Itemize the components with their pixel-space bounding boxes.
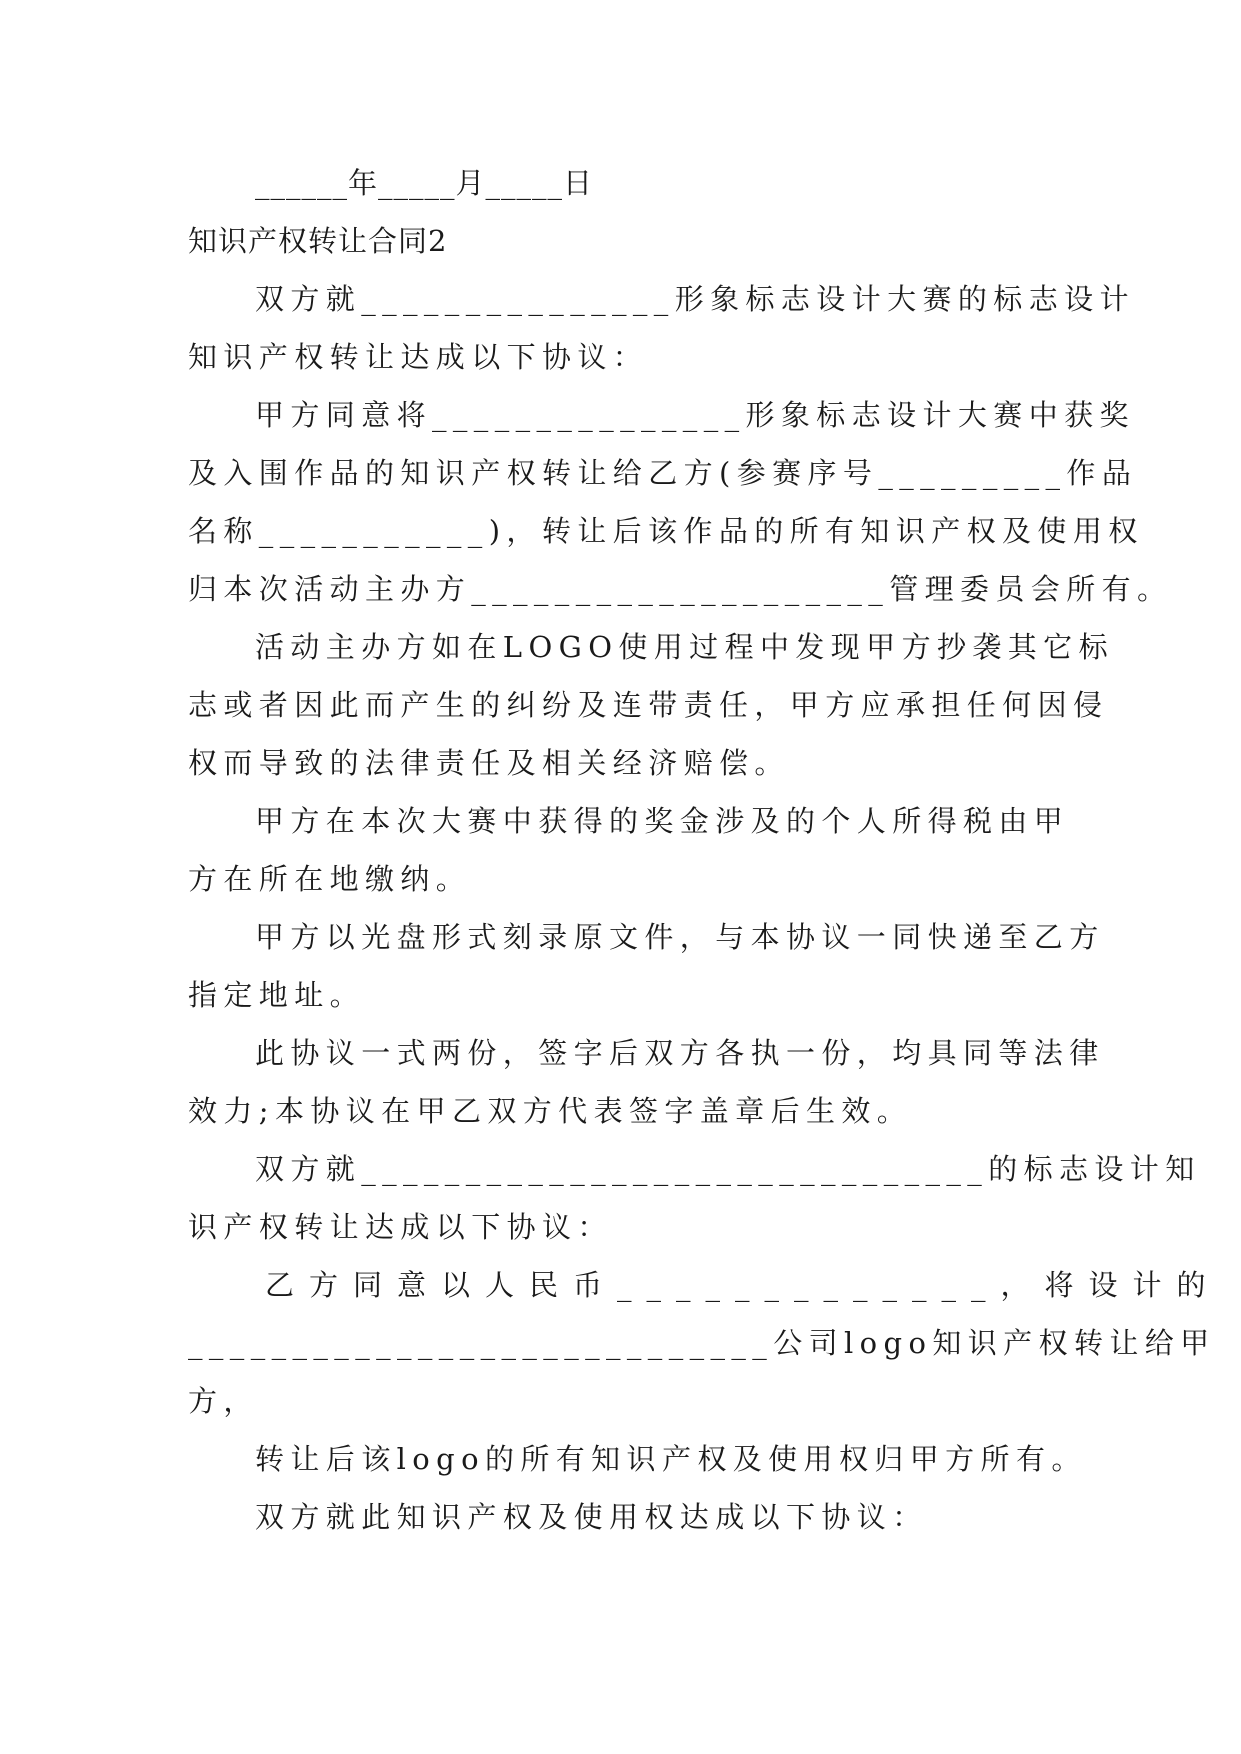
paragraph-line: 识产权转让达成以下协议： (188, 1210, 613, 1244)
paragraph-line: 双方就______________________________的标志设计知 (255, 1152, 1201, 1186)
paragraph-line: 志或者因此而产生的纠纷及连带责任，甲方应承担任何因侵 (188, 688, 1109, 722)
paragraph-line: 方在所在地缴纳。 (188, 862, 472, 896)
paragraph-line: 甲方同意将_______________形象标志设计大赛中获奖 (255, 398, 1135, 432)
paragraph-line: ____________________________公司logo知识产权转让给甲 (188, 1326, 1216, 1360)
paragraph-line: 及入围作品的知识产权转让给乙方(参赛序号_________作品 (188, 456, 1138, 490)
paragraph-line: 转让后该logo的所有知识产权及使用权归甲方所有。 (255, 1442, 1087, 1476)
paragraph-line: 知识产权转让达成以下协议： (188, 340, 649, 374)
paragraph-line: 乙方同意以人民币_____________，将设计的 (265, 1268, 1221, 1302)
paragraph-line: 此协议一式两份，签字后双方各执一份，均具同等法律 (255, 1036, 1105, 1070)
paragraph-line: 方， (188, 1384, 259, 1418)
paragraph-line: 甲方以光盘形式刻录原文件，与本协议一同快递至乙方 (255, 920, 1105, 954)
paragraph-line: 归本次活动主办方____________________管理委员会所有。 (188, 572, 1173, 606)
paragraph-line: 名称___________)，转让后该作品的所有知识产权及使用权 (188, 514, 1144, 548)
contract-title: 知识产权转让合同2 (188, 224, 448, 258)
paragraph-line: 双方就_______________形象标志设计大赛的标志设计 (255, 282, 1135, 316)
paragraph-line: 双方就此知识产权及使用权达成以下协议： (255, 1500, 928, 1534)
paragraph-line: 权而导致的法律责任及相关经济赔偿。 (188, 746, 790, 780)
paragraph-line: 活动主办方如在LOGO使用过程中发现甲方抄袭其它标 (255, 630, 1114, 664)
paragraph-line: 甲方在本次大赛中获得的奖金涉及的个人所得税由甲 (255, 804, 1070, 838)
paragraph-line: 效力;本协议在甲乙双方代表签字盖章后生效。 (188, 1094, 913, 1128)
paragraph-line: 指定地址。 (188, 978, 366, 1012)
date-line: ______年_____月_____日 (255, 166, 594, 200)
